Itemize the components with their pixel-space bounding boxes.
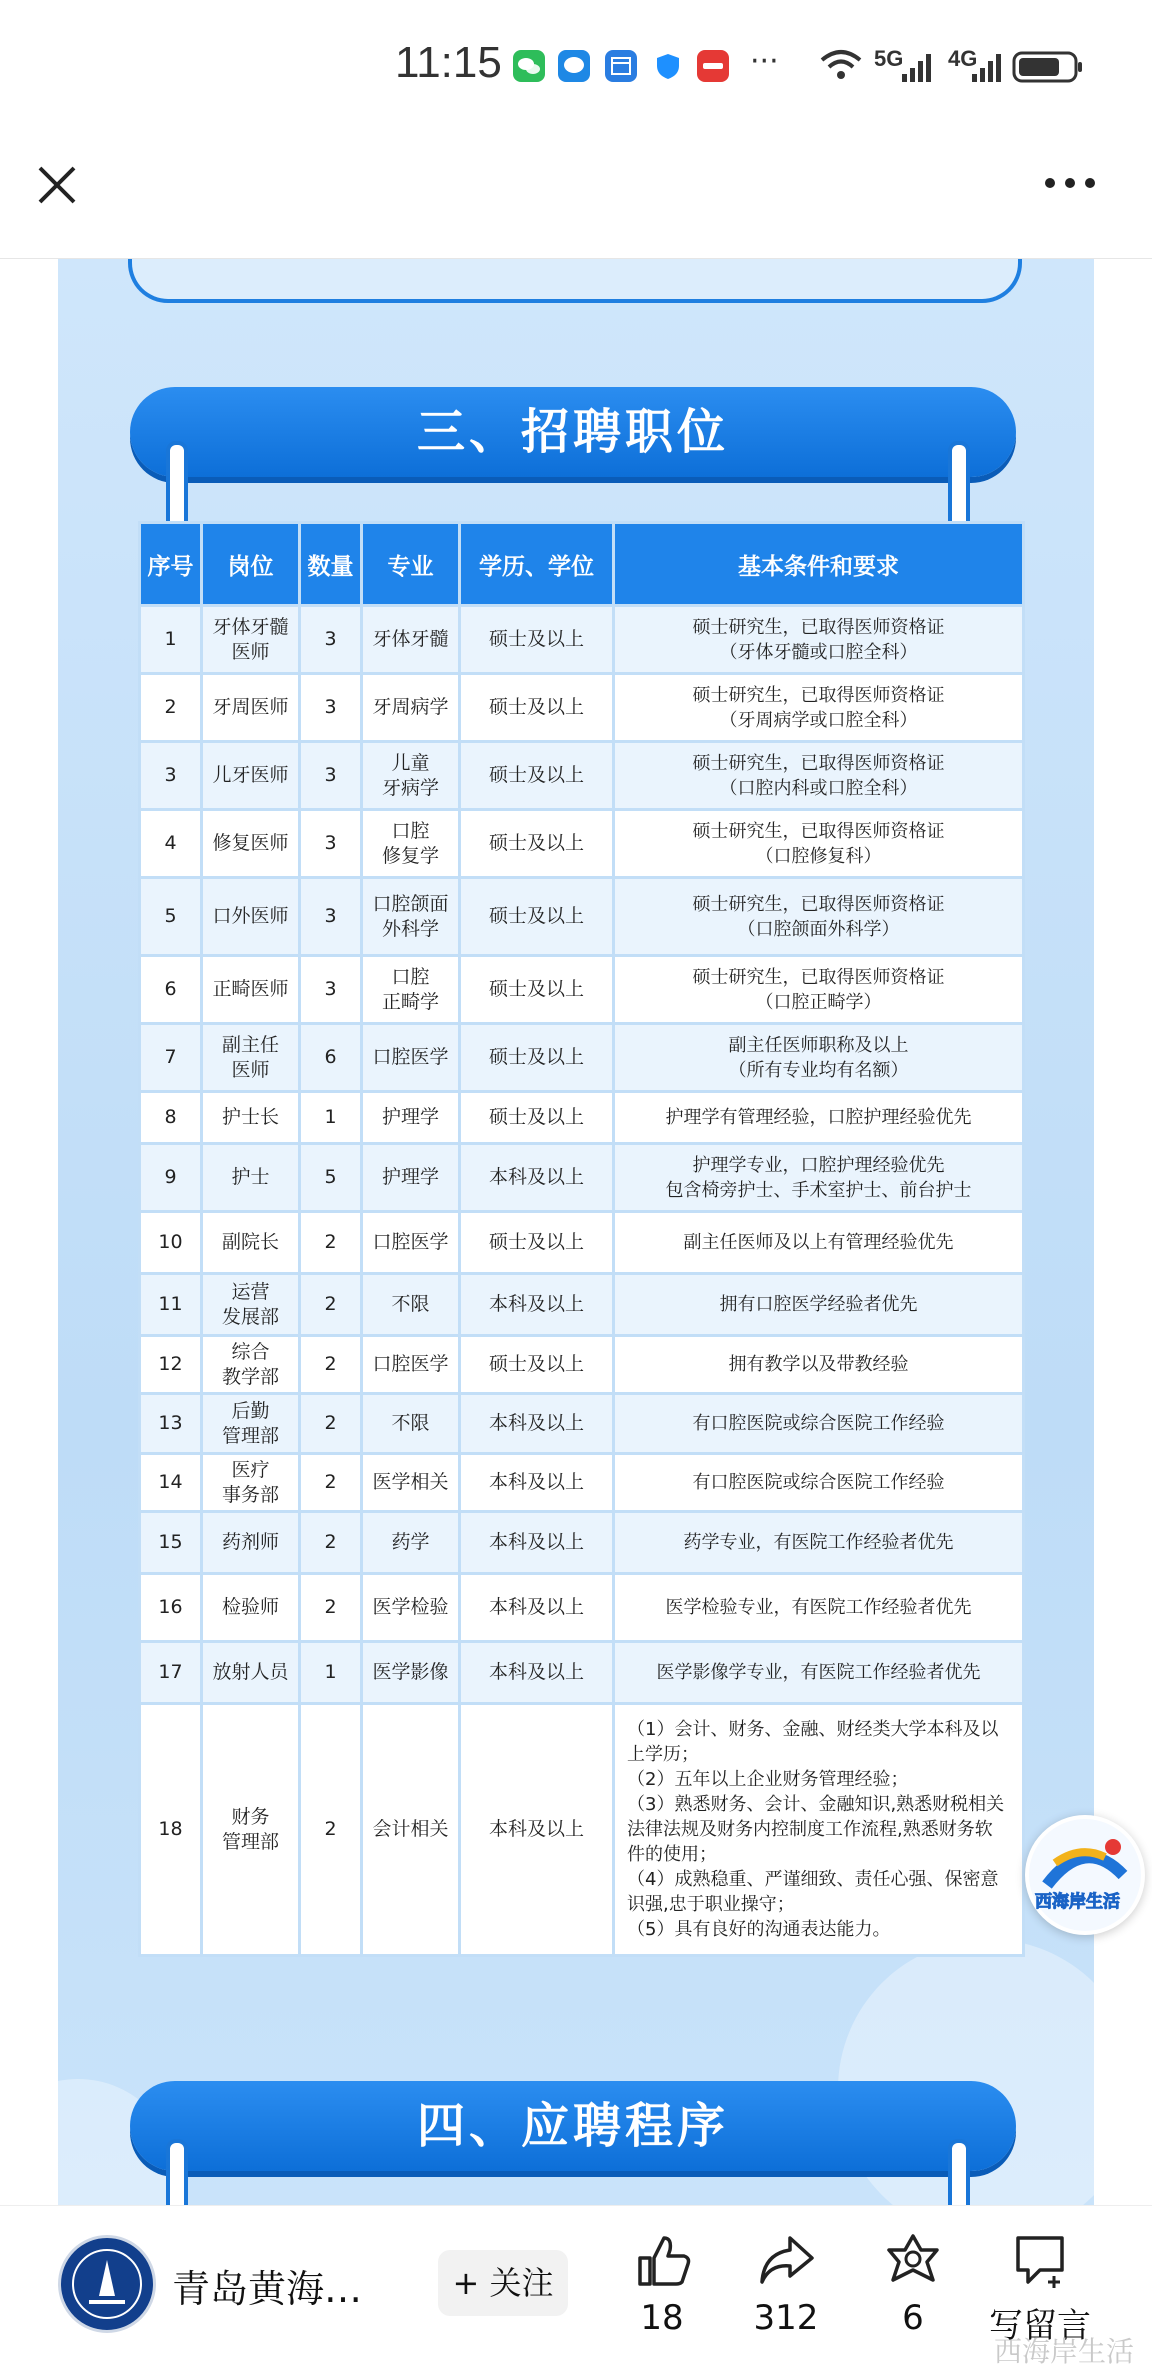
row-post: 财务 管理部 [202, 1704, 300, 1956]
table-row [140, 1394, 1024, 1454]
row-post: 放射人员 [202, 1642, 300, 1704]
row-no: 10 [140, 1212, 202, 1274]
previous-section-box [128, 259, 1022, 303]
recruitment-poster [58, 259, 1094, 2205]
row-major: 口腔 正畸学 [362, 956, 460, 1024]
row-degree: 硕士及以上 [460, 1092, 614, 1144]
table-row [140, 1574, 1024, 1642]
comment-label: 写留言 [989, 2306, 1091, 2346]
wechat-icon [513, 50, 545, 82]
row-count: 2 [300, 1394, 362, 1454]
message-icon [558, 50, 590, 82]
star-icon [883, 2232, 943, 2288]
collect-count: 6 [902, 2298, 924, 2338]
row-post: 牙周医师 [202, 674, 300, 742]
like-count: 18 [640, 2298, 684, 2338]
table-row [140, 810, 1024, 878]
table-row [140, 1024, 1024, 1092]
row-count: 3 [300, 810, 362, 878]
row-requirements: 硕士研究生，已取得医师资格证 （牙周病学或口腔全科） [614, 674, 1024, 742]
row-major: 会计相关 [362, 1704, 460, 1956]
row-major: 医学影像 [362, 1642, 460, 1704]
row-no: 17 [140, 1642, 202, 1704]
row-requirements: 拥有口腔医学经验者优先 [614, 1274, 1024, 1336]
watermark: 西海岸生活 [994, 2335, 1135, 2368]
row-no: 18 [140, 1704, 202, 1956]
row-requirements: 医学影像学专业，有医院工作经验者优先 [614, 1642, 1024, 1704]
west-coast-logo-icon [1025, 1815, 1145, 1935]
thumbs-up-icon [632, 2232, 692, 2288]
row-no: 3 [140, 742, 202, 810]
row-degree: 硕士及以上 [460, 878, 614, 956]
row-major: 口腔医学 [362, 1024, 460, 1092]
row-post: 修复医师 [202, 810, 300, 878]
row-post: 综合 教学部 [202, 1336, 300, 1394]
row-count: 2 [300, 1512, 362, 1574]
row-degree: 本科及以上 [460, 1144, 614, 1212]
row-requirements: 护理学有管理经验，口腔护理经验优先 [614, 1092, 1024, 1144]
row-count: 2 [300, 1336, 362, 1394]
row-count: 3 [300, 878, 362, 956]
table-row [140, 742, 1024, 810]
account-avatar[interactable] [58, 2235, 156, 2333]
row-no: 1 [140, 606, 202, 674]
row-requirements: 硕士研究生，已取得医师资格证 （牙体牙髓或口腔全科） [614, 606, 1024, 674]
row-requirements: 有口腔医院或综合医院工作经验 [614, 1394, 1024, 1454]
row-no: 5 [140, 878, 202, 956]
row-degree: 本科及以上 [460, 1642, 614, 1704]
row-requirements: 硕士研究生，已取得医师资格证 （口腔修复科） [614, 810, 1024, 878]
row-no: 16 [140, 1574, 202, 1642]
row-degree: 本科及以上 [460, 1454, 614, 1512]
row-degree: 本科及以上 [460, 1512, 614, 1574]
row-major: 医学检验 [362, 1574, 460, 1642]
table-row [140, 606, 1024, 674]
calendar-icon [605, 50, 637, 82]
row-requirements: 硕士研究生，已取得医师资格证 （口腔内科或口腔全科） [614, 742, 1024, 810]
table-row [140, 878, 1024, 956]
xiaohongshu-icon [697, 50, 729, 82]
signal-bars-icon [900, 50, 936, 88]
row-no: 13 [140, 1394, 202, 1454]
row-requirements: 硕士研究生，已取得医师资格证 （口腔正畸学） [614, 956, 1024, 1024]
row-requirements: 有口腔医院或综合医院工作经验 [614, 1454, 1024, 1512]
row-count: 6 [300, 1024, 362, 1092]
table-header-row [140, 523, 1024, 606]
row-degree: 本科及以上 [460, 1274, 614, 1336]
table-row [140, 1212, 1024, 1274]
header-post: 岗位 [202, 523, 300, 606]
status-time: 11:15 [395, 38, 502, 87]
row-post: 药剂师 [202, 1512, 300, 1574]
row-post: 正畸医师 [202, 956, 300, 1024]
row-major: 医学相关 [362, 1454, 460, 1512]
share-button[interactable] [731, 2232, 841, 2338]
section-4-title: 四、应聘程序 [130, 2081, 1016, 2171]
row-count: 2 [300, 1704, 362, 1956]
row-degree: 硕士及以上 [460, 956, 614, 1024]
row-no: 15 [140, 1512, 202, 1574]
row-degree: 硕士及以上 [460, 1212, 614, 1274]
table-row [140, 1092, 1024, 1144]
row-no: 2 [140, 674, 202, 742]
status-more-icon: ··· [750, 44, 779, 79]
floating-badge[interactable] [1025, 1815, 1145, 1935]
row-degree: 本科及以上 [460, 1574, 614, 1642]
row-count: 3 [300, 674, 362, 742]
row-no: 4 [140, 810, 202, 878]
table-row [140, 1336, 1024, 1394]
row-no: 8 [140, 1092, 202, 1144]
banner-peg [948, 2139, 970, 2205]
row-major: 护理学 [362, 1092, 460, 1144]
row-post: 口外医师 [202, 878, 300, 956]
share-icon [756, 2232, 816, 2288]
row-major: 口腔医学 [362, 1336, 460, 1394]
row-post: 检验师 [202, 1574, 300, 1642]
row-degree: 硕士及以上 [460, 606, 614, 674]
table-row [140, 1642, 1024, 1704]
row-post: 儿牙医师 [202, 742, 300, 810]
row-count: 5 [300, 1144, 362, 1212]
like-button[interactable] [607, 2232, 717, 2338]
row-degree: 本科及以上 [460, 1394, 614, 1454]
row-requirements: 副主任医师及以上有管理经验优先 [614, 1212, 1024, 1274]
row-major: 口腔颌面 外科学 [362, 878, 460, 956]
row-count: 2 [300, 1212, 362, 1274]
row-count: 3 [300, 742, 362, 810]
follow-button[interactable]: + 关注 [438, 2250, 568, 2316]
row-degree: 硕士及以上 [460, 1336, 614, 1394]
close-icon [32, 160, 82, 210]
collect-button[interactable] [858, 2232, 968, 2338]
signal-5g: 5G [874, 46, 904, 71]
close-button[interactable] [32, 160, 82, 210]
account-name[interactable]: 青岛黄海… [172, 2267, 363, 2311]
row-major: 口腔 修复学 [362, 810, 460, 878]
row-count: 2 [300, 1274, 362, 1336]
header-requirements: 基本条件和要求 [614, 523, 1024, 606]
row-requirements: （1）会计、财务、金融、财经类大学本科及以上学历； （2）五年以上企业财务管理经验； （3）熟悉财务、会计、金融知识,熟悉财税相关法律法规及财务内控制度工作流程,熟悉财务软件的使用； （4）成熟稳重、严谨细致、责任心强、保密意识强,忠于职业操守； （5）具有良好的沟通表达能力。 [614, 1704, 1024, 1956]
row-degree: 本科及以上 [460, 1704, 614, 1956]
row-no: 9 [140, 1144, 202, 1212]
row-major: 不限 [362, 1394, 460, 1454]
row-major: 口腔医学 [362, 1212, 460, 1274]
wifi-icon [818, 46, 864, 86]
table-row [140, 1144, 1024, 1212]
row-requirements: 拥有教学以及带教经验 [614, 1336, 1024, 1394]
row-post: 运营 发展部 [202, 1274, 300, 1336]
share-count: 312 [753, 2298, 819, 2338]
signal-4g: 4G [948, 46, 978, 71]
row-major: 不限 [362, 1274, 460, 1336]
row-count: 2 [300, 1574, 362, 1642]
floating-badge-label: 西海岸生活 [1035, 1892, 1120, 1912]
row-requirements: 药学专业，有医院工作经验者优先 [614, 1512, 1024, 1574]
banner-peg [166, 2139, 188, 2205]
row-count: 1 [300, 1092, 362, 1144]
row-post: 后勤 管理部 [202, 1394, 300, 1454]
row-requirements: 护理学专业，口腔护理经验优先 包含椅旁护士、手术室护士、前台护士 [614, 1144, 1024, 1212]
row-degree: 硕士及以上 [460, 1024, 614, 1092]
shield-icon [652, 50, 684, 82]
row-count: 1 [300, 1642, 362, 1704]
more-button[interactable] [1040, 168, 1100, 198]
row-count: 3 [300, 606, 362, 674]
table-row [140, 1512, 1024, 1574]
row-count: 2 [300, 1454, 362, 1512]
table-row [140, 674, 1024, 742]
battery-icon [1012, 50, 1084, 88]
header-count: 数量 [300, 523, 362, 606]
row-no: 11 [140, 1274, 202, 1336]
row-requirements: 医学检验专业，有医院工作经验者优先 [614, 1574, 1024, 1642]
row-degree: 硕士及以上 [460, 674, 614, 742]
jobs-table [138, 521, 1025, 1957]
row-no: 12 [140, 1336, 202, 1394]
row-post: 副院长 [202, 1212, 300, 1274]
university-logo-icon [61, 2238, 153, 2330]
more-icon [1040, 168, 1100, 198]
row-degree: 硕士及以上 [460, 810, 614, 878]
status-bar [0, 0, 1152, 135]
row-no: 14 [140, 1454, 202, 1512]
header-major: 专业 [362, 523, 460, 606]
row-major: 牙体牙髓 [362, 606, 460, 674]
table-row [140, 1274, 1024, 1336]
row-post: 护士长 [202, 1092, 300, 1144]
row-post: 副主任 医师 [202, 1024, 300, 1092]
row-major: 护理学 [362, 1144, 460, 1212]
header-degree: 学历、学位 [460, 523, 614, 606]
comment-icon [1010, 2232, 1070, 2288]
table-row [140, 1704, 1024, 1956]
row-post: 护士 [202, 1144, 300, 1212]
row-degree: 硕士及以上 [460, 742, 614, 810]
row-count: 3 [300, 956, 362, 1024]
header-no: 序号 [140, 523, 202, 606]
row-post: 牙体牙髓 医师 [202, 606, 300, 674]
table-row [140, 1454, 1024, 1512]
row-post: 医疗 事务部 [202, 1454, 300, 1512]
row-major: 儿童 牙病学 [362, 742, 460, 810]
section-3-title: 三、招聘职位 [130, 387, 1016, 477]
row-requirements: 硕士研究生，已取得医师资格证 （口腔颌面外科学） [614, 878, 1024, 956]
row-major: 药学 [362, 1512, 460, 1574]
row-major: 牙周病学 [362, 674, 460, 742]
row-no: 7 [140, 1024, 202, 1092]
signal-bars-2-icon [970, 50, 1006, 88]
table-row [140, 956, 1024, 1024]
row-no: 6 [140, 956, 202, 1024]
row-requirements: 副主任医师职称及以上 （所有专业均有名额） [614, 1024, 1024, 1092]
